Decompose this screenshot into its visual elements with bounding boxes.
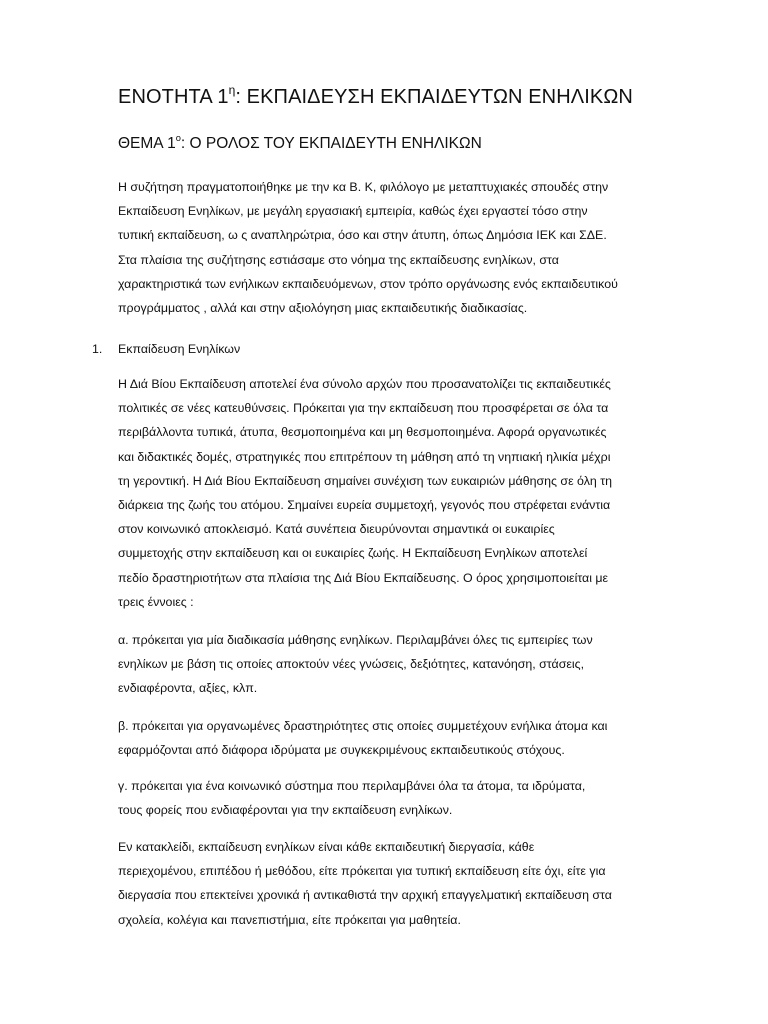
paragraph-line: περιβάλλοντα τυπικά, άτυπα, θεσμοποιημένα και μη θεσμοποιημένα. Αφορά οργανωτικές [118, 425, 607, 440]
paragraph-line: Η Διά Βίου Εκπαίδευση αποτελεί ένα σύνολο αρχών που προσανατολίζει τις εκπαιδευτικές [118, 377, 611, 391]
paragraph-line: και διδακτικές δομές, στρατηγικές που επιτρέπουν τη μάθηση από τη νηπιακή ηλικία μέχρι [118, 449, 611, 464]
paragraph-line: συμμετοχής στην εκπαίδευση και οι ευκαιρίες ζωής. Η Εκπαίδευση Ενηλίκων αποτελεί [118, 546, 588, 561]
section-paragraph [118, 372, 658, 614]
point-b-paragraph [118, 714, 658, 762]
paragraph-line: πολιτικές σε νέες κατευθύνσεις. Πρόκειται για την εκπαίδευση που προσφέρεται σε όλα τα [118, 401, 609, 416]
paragraph-line: Στα πλαίσια της συζήτησης εστιάσαμε στο νόημα της εκπαίδευσης ενηλίκων, στα [118, 252, 559, 267]
paragraph-line: τους φορείς που ενδιαφέρονται για την εκπαίδευση ενηλίκων. [118, 803, 453, 818]
paragraph-line: πεδίο δραστηριοτήτων στα πλαίσια της Διά Βίου Εκπαίδευσης. Ο όρος χρησιμοποιείται με [118, 570, 609, 585]
paragraph-line: ενδιαφέροντα, αξίες, κλπ. [118, 681, 258, 696]
sub-heading-superscript: ο [175, 133, 181, 144]
paragraph-line: α. πρόκειται για μία διαδικασία μάθησης ενηλίκων. Περιλαμβάνει όλες τις εμπειρίες των [118, 633, 593, 647]
sub-heading-text: ΘΕΜΑ 1 [118, 135, 176, 152]
paragraph-line: τη γεροντική. Η Διά Βίου Εκπαίδευση σημαίνει συνέχιση των ευκαιριών μάθησης σε όλη τη [118, 473, 613, 488]
paragraph-line: διεργασία που επεκτείνει χρονικά ή αντικαθιστά την αρχική επαγγελματική εκπαίδευση στα [118, 888, 612, 903]
paragraph-line: Η συζήτηση πραγματοποιήθηκε με την κα Β. Κ, φιλόλογο με μεταπτυχιακές σπουδές στην [118, 180, 609, 194]
paragraph-line: Εκπαίδευση Ενηλίκων, με μεγάλη εργασιακή εμπειρία, καθώς έχει εργαστεί τόσο στην [118, 204, 588, 219]
point-a-paragraph [118, 628, 658, 701]
paragraph-line: χαρακτηριστικά των ενήλικων εκπαιδευόμενων, στον τρόπο οργάνωσης ενός εκπαιδευτικού [118, 276, 618, 291]
main-heading [118, 83, 718, 109]
paragraph-line: στον κοινωνικό αποκλεισμό. Κατά συνέπεια διευρύνονται σημαντικά οι ευκαιρίες [118, 522, 555, 537]
section-title: Εκπαίδευση Ενηλίκων [118, 342, 241, 356]
main-heading-rest: : ΕΚΠΑΙΔΕΥΣΗ ΕΚΠΑΙΔΕΥΤΩΝ ΕΝΗΛΙΚΩΝ [235, 86, 633, 108]
main-heading-text: ΕΝΟΤΗΤΑ 1 [118, 86, 229, 108]
conclusion-paragraph [118, 835, 658, 932]
paragraph-line: διάρκεια της ζωής του ατόμου. Σημαίνει ευρεία συμμετοχή, γεγονός που στρέφεται ενάντια [118, 497, 611, 512]
point-c-paragraph [118, 774, 658, 822]
paragraph-line: β. πρόκειται για οργανωμένες δραστηριότητες στις οποίες συμμετέχουν ενήλικα άτομα και [118, 719, 608, 733]
paragraph-line: περιεχομένου, επιπέδου ή μεθόδου, είτε πρόκειται για τυπική εκπαίδευση είτε όχι, είτε για [118, 864, 606, 879]
intro-paragraph [118, 175, 658, 320]
paragraph-line: ενηλίκων με βάση τις οποίες αποκτούν νέες γνώσεις, δεξιότητες, κατανόηση, στάσεις, [118, 657, 585, 672]
section-heading [92, 340, 240, 358]
paragraph-line: εφαρμόζονται από διάφορα ιδρύματα με συγκεκριμένους εκπαιδευτικούς στόχους. [118, 743, 565, 758]
paragraph-line: προγράμματος , αλλά και στην αξιολόγηση μιας εκπαιδευτικής διαδικασίας. [118, 300, 528, 315]
paragraph-line: γ. πρόκειται για ένα κοινωνικό σύστημα που περιλαμβάνει όλα τα άτομα, τα ιδρύματα, [118, 779, 586, 793]
sub-heading-rest: : Ο ΡΟΛΟΣ ΤΟΥ ΕΚΠΑΙΔΕΥΤΗ ΕΝΗΛΙΚΩΝ [180, 135, 482, 152]
paragraph-line: σχολεία, κολέγια και πανεπιστήμια, είτε πρόκειται για μαθητεία. [118, 912, 461, 927]
paragraph-line: Εν κατακλείδι, εκπαίδευση ενηλίκων είναι κάθε εκπαιδευτική διεργασία, κάθε [118, 840, 535, 854]
sub-heading [118, 135, 718, 153]
main-heading-superscript: η [228, 83, 236, 97]
section-number: 1. [92, 342, 103, 356]
paragraph-line: τρεις έννοιες : [118, 594, 194, 609]
paragraph-line: τυπική εκπαίδευση, ω ς αναπληρώτρια, όσο και στην άτυπη, όπως Δημόσια ΙΕΚ και ΣΔΕ. [118, 228, 607, 243]
